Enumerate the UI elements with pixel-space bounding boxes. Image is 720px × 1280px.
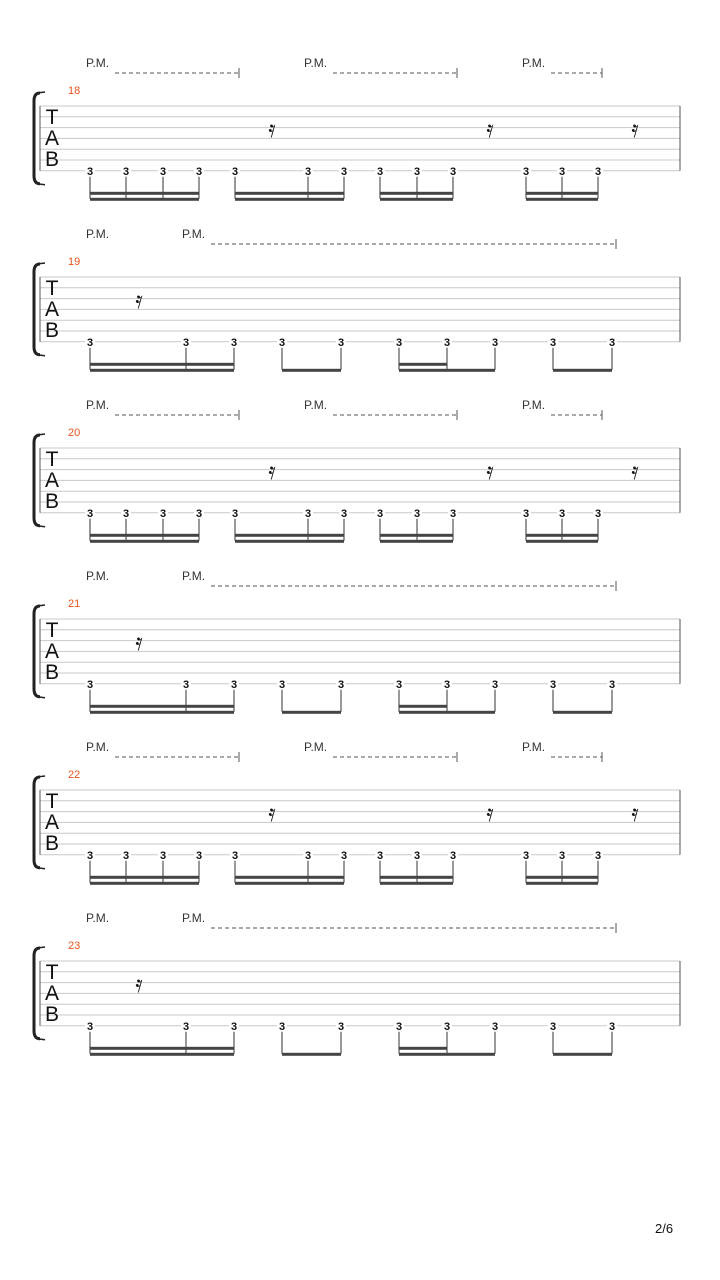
palm-mute-label: P.M. xyxy=(522,398,546,412)
tab-clef-letter: T xyxy=(45,790,59,813)
secondary-beam-partial xyxy=(399,363,447,366)
fret-number: 3 xyxy=(522,165,530,178)
fret-number: 3 xyxy=(182,336,190,349)
system-bracket xyxy=(34,948,40,1039)
primary-beam xyxy=(282,369,341,372)
fret-number: 3 xyxy=(86,165,94,178)
palm-mute-label: P.M. xyxy=(86,911,110,925)
primary-beam xyxy=(553,711,612,714)
tab-clef-letter: B xyxy=(44,1003,60,1026)
fret-number: 3 xyxy=(608,1020,616,1033)
fret-number: 3 xyxy=(231,165,239,178)
tab-clef-letter: B xyxy=(44,661,60,684)
fret-number: 3 xyxy=(230,1020,238,1033)
system-bracket xyxy=(34,606,40,697)
fret-number: 3 xyxy=(231,507,239,520)
palm-mute-label: P.M. xyxy=(86,56,110,70)
fret-number: 3 xyxy=(558,507,566,520)
secondary-beam xyxy=(90,192,199,195)
fret-number: 3 xyxy=(278,678,286,691)
fret-number: 3 xyxy=(594,507,602,520)
bracket-bottom-hook xyxy=(37,868,45,869)
sixteenth-rest: 𝄿 xyxy=(135,286,143,314)
fret-number: 3 xyxy=(522,849,530,862)
fret-number: 3 xyxy=(449,507,457,520)
fret-number: 3 xyxy=(337,336,345,349)
fret-number: 3 xyxy=(86,678,94,691)
tab-system xyxy=(34,398,680,543)
fret-number: 3 xyxy=(449,165,457,178)
tab-clef-letter: A xyxy=(44,298,60,321)
sixteenth-rest: 𝄿 xyxy=(631,115,639,143)
primary-beam xyxy=(399,711,495,714)
measure-number: 18 xyxy=(68,85,81,97)
tab-clef-letter: A xyxy=(44,127,60,150)
secondary-beam-partial xyxy=(399,705,447,708)
fret-number: 3 xyxy=(86,507,94,520)
fret-number: 3 xyxy=(558,165,566,178)
primary-beam xyxy=(399,369,495,372)
fret-number: 3 xyxy=(376,849,384,862)
primary-beam xyxy=(526,882,598,885)
primary-beam xyxy=(282,711,341,714)
fret-number: 3 xyxy=(340,849,348,862)
fret-number: 3 xyxy=(304,507,312,520)
fret-number: 3 xyxy=(122,507,130,520)
secondary-beam xyxy=(90,705,234,708)
palm-mute-label: P.M. xyxy=(304,398,328,412)
primary-beam xyxy=(380,882,453,885)
fret-number: 3 xyxy=(594,165,602,178)
fret-number: 3 xyxy=(337,678,345,691)
tab-clef-letter: T xyxy=(45,106,59,129)
fret-number: 3 xyxy=(549,1020,557,1033)
fret-number: 3 xyxy=(337,1020,345,1033)
fret-number: 3 xyxy=(558,849,566,862)
fret-number: 3 xyxy=(608,336,616,349)
bracket-top-hook xyxy=(37,434,45,435)
sixteenth-rest: 𝄿 xyxy=(631,457,639,485)
primary-beam xyxy=(90,711,234,714)
tab-clef-letter: B xyxy=(44,490,60,513)
fret-number: 3 xyxy=(86,336,94,349)
tab-system xyxy=(34,569,680,714)
palm-mute-label: P.M. xyxy=(182,227,206,241)
fret-number: 3 xyxy=(395,678,403,691)
fret-number: 3 xyxy=(491,678,499,691)
palm-mute-label: P.M. xyxy=(86,398,110,412)
fret-number: 3 xyxy=(549,336,557,349)
secondary-beam xyxy=(90,1047,234,1050)
primary-beam xyxy=(90,1053,234,1056)
bracket-bottom-hook xyxy=(37,1039,45,1040)
sixteenth-rest: 𝄿 xyxy=(268,457,276,485)
tab-clef-letter: T xyxy=(45,619,59,642)
fret-number: 3 xyxy=(195,507,203,520)
tab-clef-letter: T xyxy=(45,448,59,471)
measure-number: 21 xyxy=(68,598,81,610)
fret-number: 3 xyxy=(340,507,348,520)
primary-beam xyxy=(90,369,234,372)
primary-beam xyxy=(282,1053,341,1056)
tab-clef-letter: T xyxy=(45,961,59,984)
fret-number: 3 xyxy=(122,165,130,178)
fret-number: 3 xyxy=(413,849,421,862)
primary-beam xyxy=(235,198,344,201)
fret-number: 3 xyxy=(594,849,602,862)
bracket-bottom-hook xyxy=(37,697,45,698)
fret-number: 3 xyxy=(413,165,421,178)
secondary-beam xyxy=(380,192,453,195)
fret-number: 3 xyxy=(182,1020,190,1033)
palm-mute-label: P.M. xyxy=(522,56,546,70)
bracket-top-hook xyxy=(37,263,45,264)
tab-clef-letter: B xyxy=(44,148,60,171)
secondary-beam xyxy=(90,534,199,537)
tab-clef-letter: A xyxy=(44,469,60,492)
measure-number: 20 xyxy=(68,427,81,439)
primary-beam xyxy=(553,1053,612,1056)
fret-number: 3 xyxy=(122,849,130,862)
palm-mute-label: P.M. xyxy=(182,569,206,583)
fret-number: 3 xyxy=(231,849,239,862)
primary-beam xyxy=(380,198,453,201)
system-bracket xyxy=(34,435,40,526)
palm-mute-label: P.M. xyxy=(304,56,328,70)
sixteenth-rest: 𝄿 xyxy=(135,628,143,656)
fret-number: 3 xyxy=(376,165,384,178)
system-bracket xyxy=(34,93,40,184)
fret-number: 3 xyxy=(159,849,167,862)
fret-number: 3 xyxy=(182,678,190,691)
primary-beam xyxy=(526,198,598,201)
primary-beam xyxy=(90,540,199,543)
secondary-beam xyxy=(380,534,453,537)
fret-number: 3 xyxy=(195,165,203,178)
fret-number: 3 xyxy=(304,165,312,178)
fret-number: 3 xyxy=(195,849,203,862)
palm-mute-label: P.M. xyxy=(86,569,110,583)
secondary-beam xyxy=(235,192,344,195)
fret-number: 3 xyxy=(86,1020,94,1033)
measure-number: 23 xyxy=(68,940,81,952)
sixteenth-rest: 𝄿 xyxy=(135,970,143,998)
tab-clef-letter: T xyxy=(45,277,59,300)
tab-system xyxy=(34,56,680,201)
primary-beam xyxy=(553,369,612,372)
bracket-top-hook xyxy=(37,947,45,948)
sixteenth-rest: 𝄿 xyxy=(486,799,494,827)
fret-number: 3 xyxy=(278,336,286,349)
bracket-top-hook xyxy=(37,776,45,777)
primary-beam xyxy=(380,540,453,543)
fret-number: 3 xyxy=(304,849,312,862)
bracket-top-hook xyxy=(37,92,45,93)
fret-number: 3 xyxy=(443,678,451,691)
system-bracket xyxy=(34,264,40,355)
secondary-beam xyxy=(380,876,453,879)
palm-mute-label: P.M. xyxy=(304,740,328,754)
primary-beam xyxy=(235,540,344,543)
primary-beam xyxy=(235,882,344,885)
fret-number: 3 xyxy=(608,678,616,691)
primary-beam xyxy=(90,198,199,201)
fret-number: 3 xyxy=(376,507,384,520)
secondary-beam xyxy=(526,192,598,195)
fret-number: 3 xyxy=(449,849,457,862)
primary-beam xyxy=(399,1053,495,1056)
fret-number: 3 xyxy=(159,507,167,520)
fret-number: 3 xyxy=(230,336,238,349)
fret-number: 3 xyxy=(86,849,94,862)
secondary-beam xyxy=(235,534,344,537)
system-bracket xyxy=(34,777,40,868)
sixteenth-rest: 𝄿 xyxy=(268,115,276,143)
tab-clef-letter: B xyxy=(44,319,60,342)
sixteenth-rest: 𝄿 xyxy=(486,115,494,143)
secondary-beam xyxy=(90,876,199,879)
tab-system xyxy=(34,911,680,1056)
fret-number: 3 xyxy=(443,1020,451,1033)
sixteenth-rest: 𝄿 xyxy=(631,799,639,827)
bracket-bottom-hook xyxy=(37,526,45,527)
bracket-top-hook xyxy=(37,605,45,606)
secondary-beam xyxy=(526,534,598,537)
fret-number: 3 xyxy=(522,507,530,520)
primary-beam xyxy=(90,882,199,885)
palm-mute-label: P.M. xyxy=(522,740,546,754)
fret-number: 3 xyxy=(340,165,348,178)
secondary-beam xyxy=(90,363,234,366)
tab-clef-letter: B xyxy=(44,832,60,855)
secondary-beam xyxy=(526,876,598,879)
sixteenth-rest: 𝄿 xyxy=(486,457,494,485)
fret-number: 3 xyxy=(413,507,421,520)
secondary-beam xyxy=(235,876,344,879)
measure-number: 19 xyxy=(68,256,81,268)
tab-clef-letter: A xyxy=(44,982,60,1005)
fret-number: 3 xyxy=(395,336,403,349)
fret-number: 3 xyxy=(443,336,451,349)
fret-number: 3 xyxy=(549,678,557,691)
palm-mute-label: P.M. xyxy=(86,227,110,241)
fret-number: 3 xyxy=(491,1020,499,1033)
page-number: 2/6 xyxy=(655,1221,674,1236)
fret-number: 3 xyxy=(278,1020,286,1033)
palm-mute-label: P.M. xyxy=(86,740,110,754)
tab-system xyxy=(34,740,680,885)
primary-beam xyxy=(526,540,598,543)
tab-clef-letter: A xyxy=(44,811,60,834)
bracket-bottom-hook xyxy=(37,355,45,356)
measure-number: 22 xyxy=(68,769,81,781)
fret-number: 3 xyxy=(491,336,499,349)
bracket-bottom-hook xyxy=(37,184,45,185)
fret-number: 3 xyxy=(395,1020,403,1033)
fret-number: 3 xyxy=(230,678,238,691)
tab-system xyxy=(34,227,680,372)
secondary-beam-partial xyxy=(399,1047,447,1050)
fret-number: 3 xyxy=(159,165,167,178)
tab-clef-letter: A xyxy=(44,640,60,663)
sixteenth-rest: 𝄿 xyxy=(268,799,276,827)
palm-mute-label: P.M. xyxy=(182,911,206,925)
